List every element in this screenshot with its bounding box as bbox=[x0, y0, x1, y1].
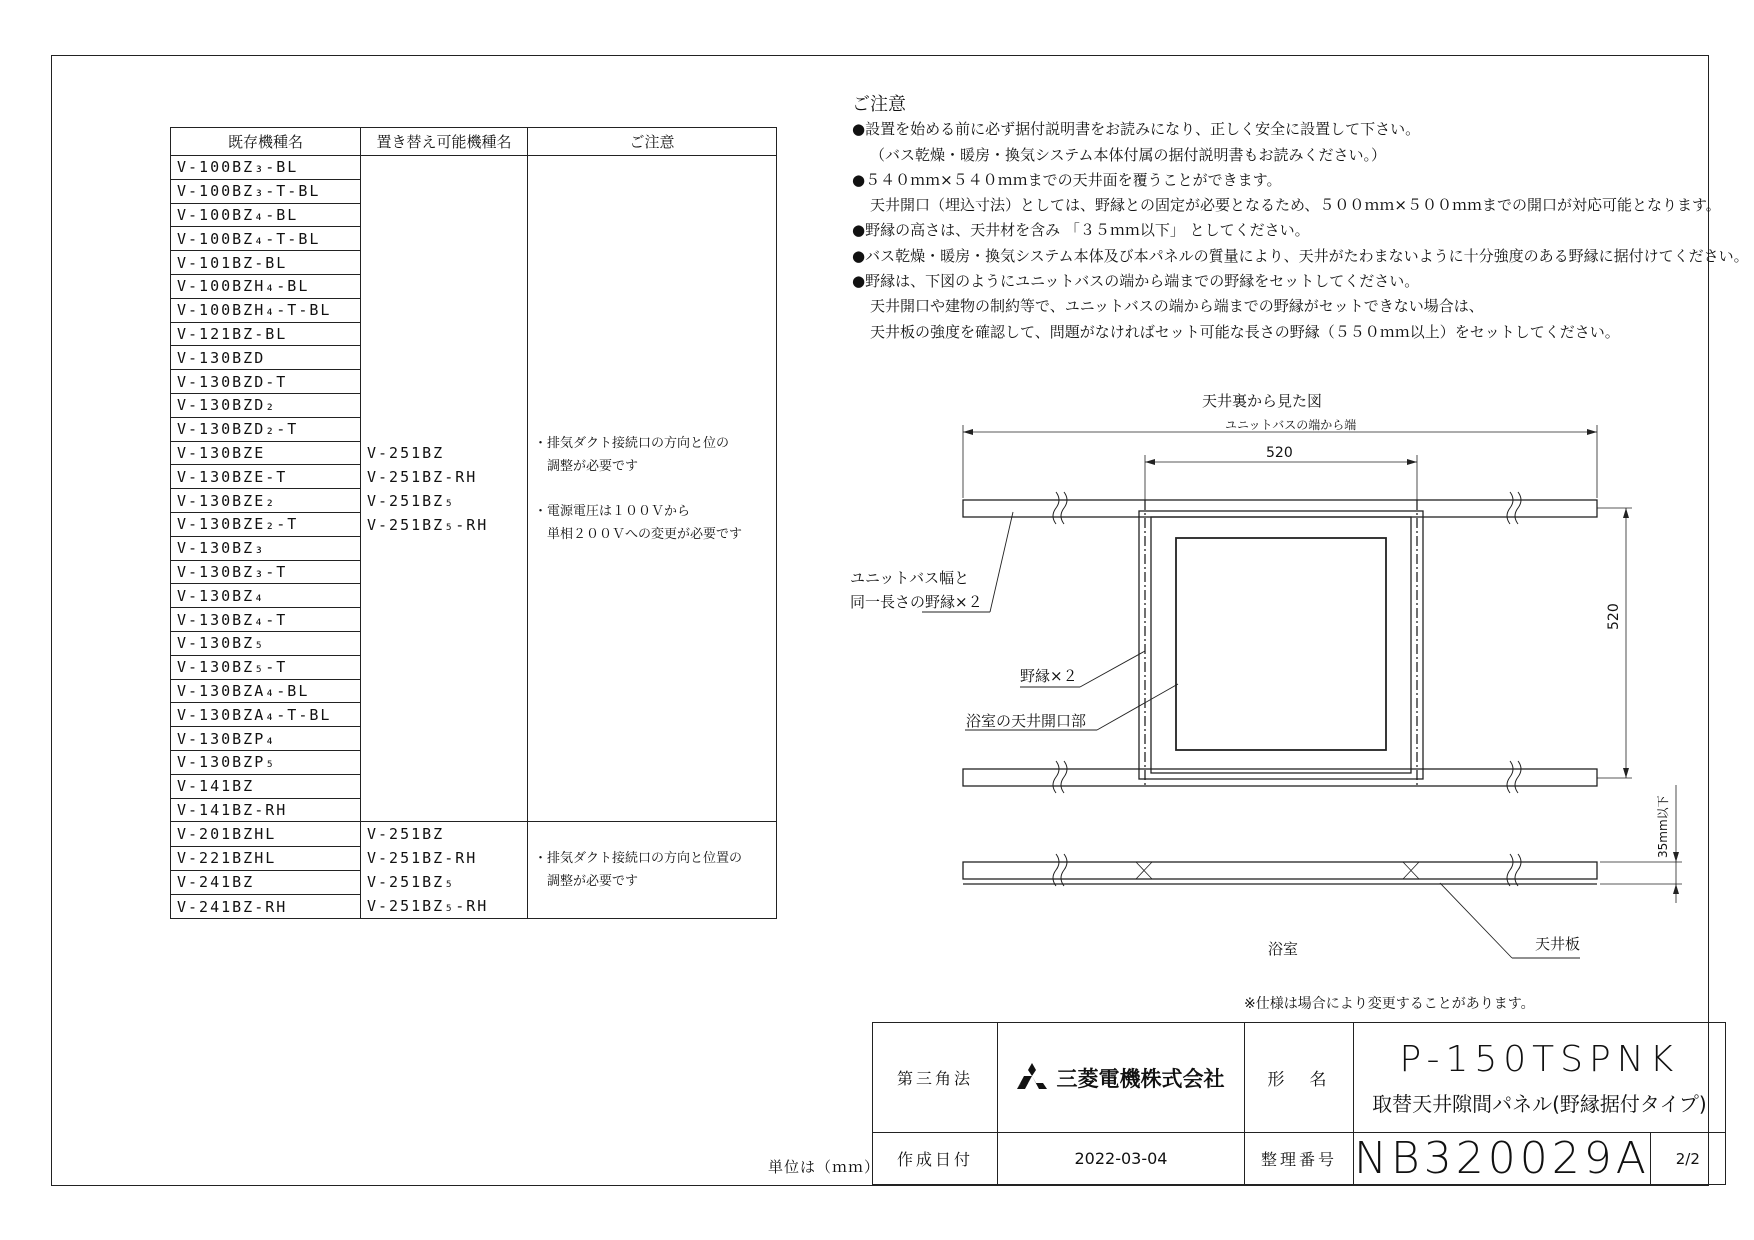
ceiling-opening bbox=[1176, 538, 1386, 750]
existing-model-cell: V-100BZ₃-BL bbox=[171, 156, 361, 180]
note-line: 調整が必要です bbox=[534, 458, 639, 474]
caution-line: ●野縁は、下図のようにユニットバスの端から端までの野縁をセットしてください。 bbox=[852, 272, 1420, 291]
existing-model-cell: V-241BZ-RH bbox=[171, 895, 361, 919]
replacement-model: V-251BZ bbox=[367, 825, 445, 844]
existing-model-cell: V-130BZ₅ bbox=[171, 631, 361, 655]
joist-label: 野縁×２ bbox=[1020, 667, 1078, 685]
model-number: P-150TSPNK bbox=[1399, 1038, 1680, 1080]
existing-model-cell: V-130BZ₄ bbox=[171, 584, 361, 608]
existing-model-cell: V-130BZD bbox=[171, 346, 361, 370]
replacement-model: V-251BZ₅-RH bbox=[367, 515, 489, 534]
existing-model-cell: V-121BZ-BL bbox=[171, 322, 361, 346]
header-replacement-model: 置き替え可能機種名 bbox=[361, 128, 528, 156]
existing-model-cell: V-130BZ₃-T bbox=[171, 560, 361, 584]
replacement-model: V-251BZ bbox=[367, 443, 445, 462]
caution-line: ●バス乾燥・暖房・換気システム本体及び本パネルの質量により、天井がたわまないように十分強度のある野縁に据付けてください。 bbox=[852, 246, 1749, 265]
replacement-model: V-251BZ-RH bbox=[367, 467, 478, 486]
existing-model-cell: V-141BZ-RH bbox=[171, 798, 361, 822]
creation-date: 2022-03-04 bbox=[998, 1133, 1245, 1185]
existing-model-cell: V-130BZA₄-BL bbox=[171, 679, 361, 703]
caution-line: 天井板の強度を確認して、問題がなければセット可能な長さの野縁（５５０ｍｍ以上）をセットしてください。 bbox=[870, 322, 1620, 341]
existing-model-cell: V-221BZHL bbox=[171, 846, 361, 870]
existing-model-cell: V-101BZ-BL bbox=[171, 251, 361, 275]
model-cell bbox=[1354, 1023, 1726, 1133]
existing-model-cell: V-201BZHL bbox=[171, 822, 361, 846]
span-label: ユニットバスの端から端 bbox=[1225, 418, 1357, 432]
existing-model-cell: V-130BZE-T bbox=[171, 465, 361, 489]
note-line: 調整が必要です bbox=[534, 874, 639, 890]
document-number: NB320029A bbox=[1354, 1133, 1650, 1184]
existing-model-cell: V-130BZ₃ bbox=[171, 536, 361, 560]
height-dimension: 520 bbox=[1606, 603, 1622, 630]
joist-full-label-line: 同一長さの野縁×２ bbox=[850, 593, 983, 611]
spec-change-note: ※仕様は場合により変更することがあります。 bbox=[1244, 996, 1535, 1012]
projection-method: 第三角法 bbox=[873, 1023, 998, 1133]
existing-model-cell: V-130BZ₄-T bbox=[171, 608, 361, 632]
panel-inner bbox=[1151, 517, 1411, 773]
caution-line: ●設置を始める前に必ず据付説明書をお読みになり、正しく安全に設置して下さい。 bbox=[852, 120, 1421, 139]
existing-model-cell: V-130BZD₂ bbox=[171, 393, 361, 417]
joist-full-label-line: ユニットバス幅と bbox=[850, 569, 970, 587]
existing-model-cell: V-130BZE bbox=[171, 441, 361, 465]
replacement-model: V-251BZ-RH bbox=[367, 849, 478, 868]
side-section-joist bbox=[963, 862, 1597, 879]
existing-model-cell: V-130BZE₂-T bbox=[171, 512, 361, 536]
replacement-model: V-251BZ₅ bbox=[367, 491, 456, 510]
panel-outline bbox=[1139, 511, 1423, 779]
replacement-model: V-251BZ₅-RH bbox=[367, 897, 489, 916]
note-line: ・電源電圧は１００Ｖから bbox=[534, 503, 691, 519]
existing-model-cell: V-130BZP₄ bbox=[171, 727, 361, 751]
number-label: 整理番号 bbox=[1245, 1133, 1354, 1185]
existing-model-cell: V-130BZD-T bbox=[171, 370, 361, 394]
height-limit-label: 35mm以下 bbox=[1656, 795, 1670, 858]
existing-model-cell: V-130BZP₅ bbox=[171, 750, 361, 774]
ceiling-board-label: 天井板 bbox=[1535, 935, 1581, 953]
company-logo-cell bbox=[998, 1023, 1245, 1133]
caution-heading: ご注意 bbox=[852, 94, 906, 115]
caution-line: （バス乾燥・暖房・換気システム本体付属の据付説明書もお読みください。） bbox=[870, 145, 1387, 164]
existing-model-cell: V-130BZ₅-T bbox=[171, 655, 361, 679]
existing-model-cell: V-100BZ₃-T-BL bbox=[171, 179, 361, 203]
product-name: 取替天井隙間パネル(野縁据付タイプ) bbox=[1372, 1091, 1707, 1116]
note-line: ・排気ダクト接続口の方向と位の bbox=[534, 435, 730, 451]
page-number: 2/2 bbox=[1650, 1133, 1725, 1185]
caution-line: 天井開口や建物の制約等で、ユニットバスの端から端までの野縁がセットできない場合は、 bbox=[870, 297, 1484, 316]
replacement-model: V-251BZ₅ bbox=[367, 873, 456, 892]
existing-model-cell: V-130BZE₂ bbox=[171, 489, 361, 513]
top-joist bbox=[963, 500, 1597, 517]
caution-line: ●５４０ｍｍ×５４０ｍｍまでの天井面を覆うことができます。 bbox=[852, 170, 1282, 189]
date-label: 作成日付 bbox=[873, 1133, 998, 1185]
title-block bbox=[872, 1022, 1726, 1185]
existing-model-cell: V-241BZ bbox=[171, 870, 361, 894]
existing-model-cell: V-130BZA₄-T-BL bbox=[171, 703, 361, 727]
unit-note: 単位は（ｍｍ） bbox=[768, 1158, 881, 1176]
existing-model-cell: V-100BZ₄-T-BL bbox=[171, 227, 361, 251]
mitsubishi-logo-icon bbox=[1017, 1063, 1047, 1093]
header-notes: ご注意 bbox=[528, 128, 777, 156]
note-line: ・排気ダクト接続口の方向と位置の bbox=[534, 851, 743, 867]
caution-line: ●野縁の高さは、天井材を含み 「３５ｍｍ以下」 としてください。 bbox=[852, 221, 1310, 240]
bathroom-label: 浴室 bbox=[1268, 940, 1299, 958]
company-name: 三菱電機株式会社 bbox=[1056, 1066, 1225, 1091]
model-label: 形 名 bbox=[1245, 1023, 1354, 1133]
note-line: 単相２００Ｖへの変更が必要です bbox=[534, 526, 743, 542]
opening-label: 浴室の天井開口部 bbox=[966, 712, 1087, 730]
existing-model-cell: V-100BZH₄-T-BL bbox=[171, 298, 361, 322]
header-existing-model: 既存機種名 bbox=[171, 128, 361, 156]
existing-model-cell: V-100BZ₄-BL bbox=[171, 203, 361, 227]
existing-model-cell: V-100BZH₄-BL bbox=[171, 274, 361, 298]
caution-line: 天井開口（埋込寸法）としては、野縁との固定が必要となるため、５００ｍｍ×５００ｍｍまでの開口が対応可能となります。 bbox=[870, 196, 1721, 215]
joist-full-label bbox=[850, 566, 983, 614]
width-dimension: 520 bbox=[1266, 445, 1293, 461]
existing-model-cell: V-130BZD₂-T bbox=[171, 417, 361, 441]
view-title: 天井裏から見た図 bbox=[1202, 392, 1323, 410]
bottom-joist bbox=[963, 769, 1597, 786]
existing-model-cell: V-141BZ bbox=[171, 774, 361, 798]
